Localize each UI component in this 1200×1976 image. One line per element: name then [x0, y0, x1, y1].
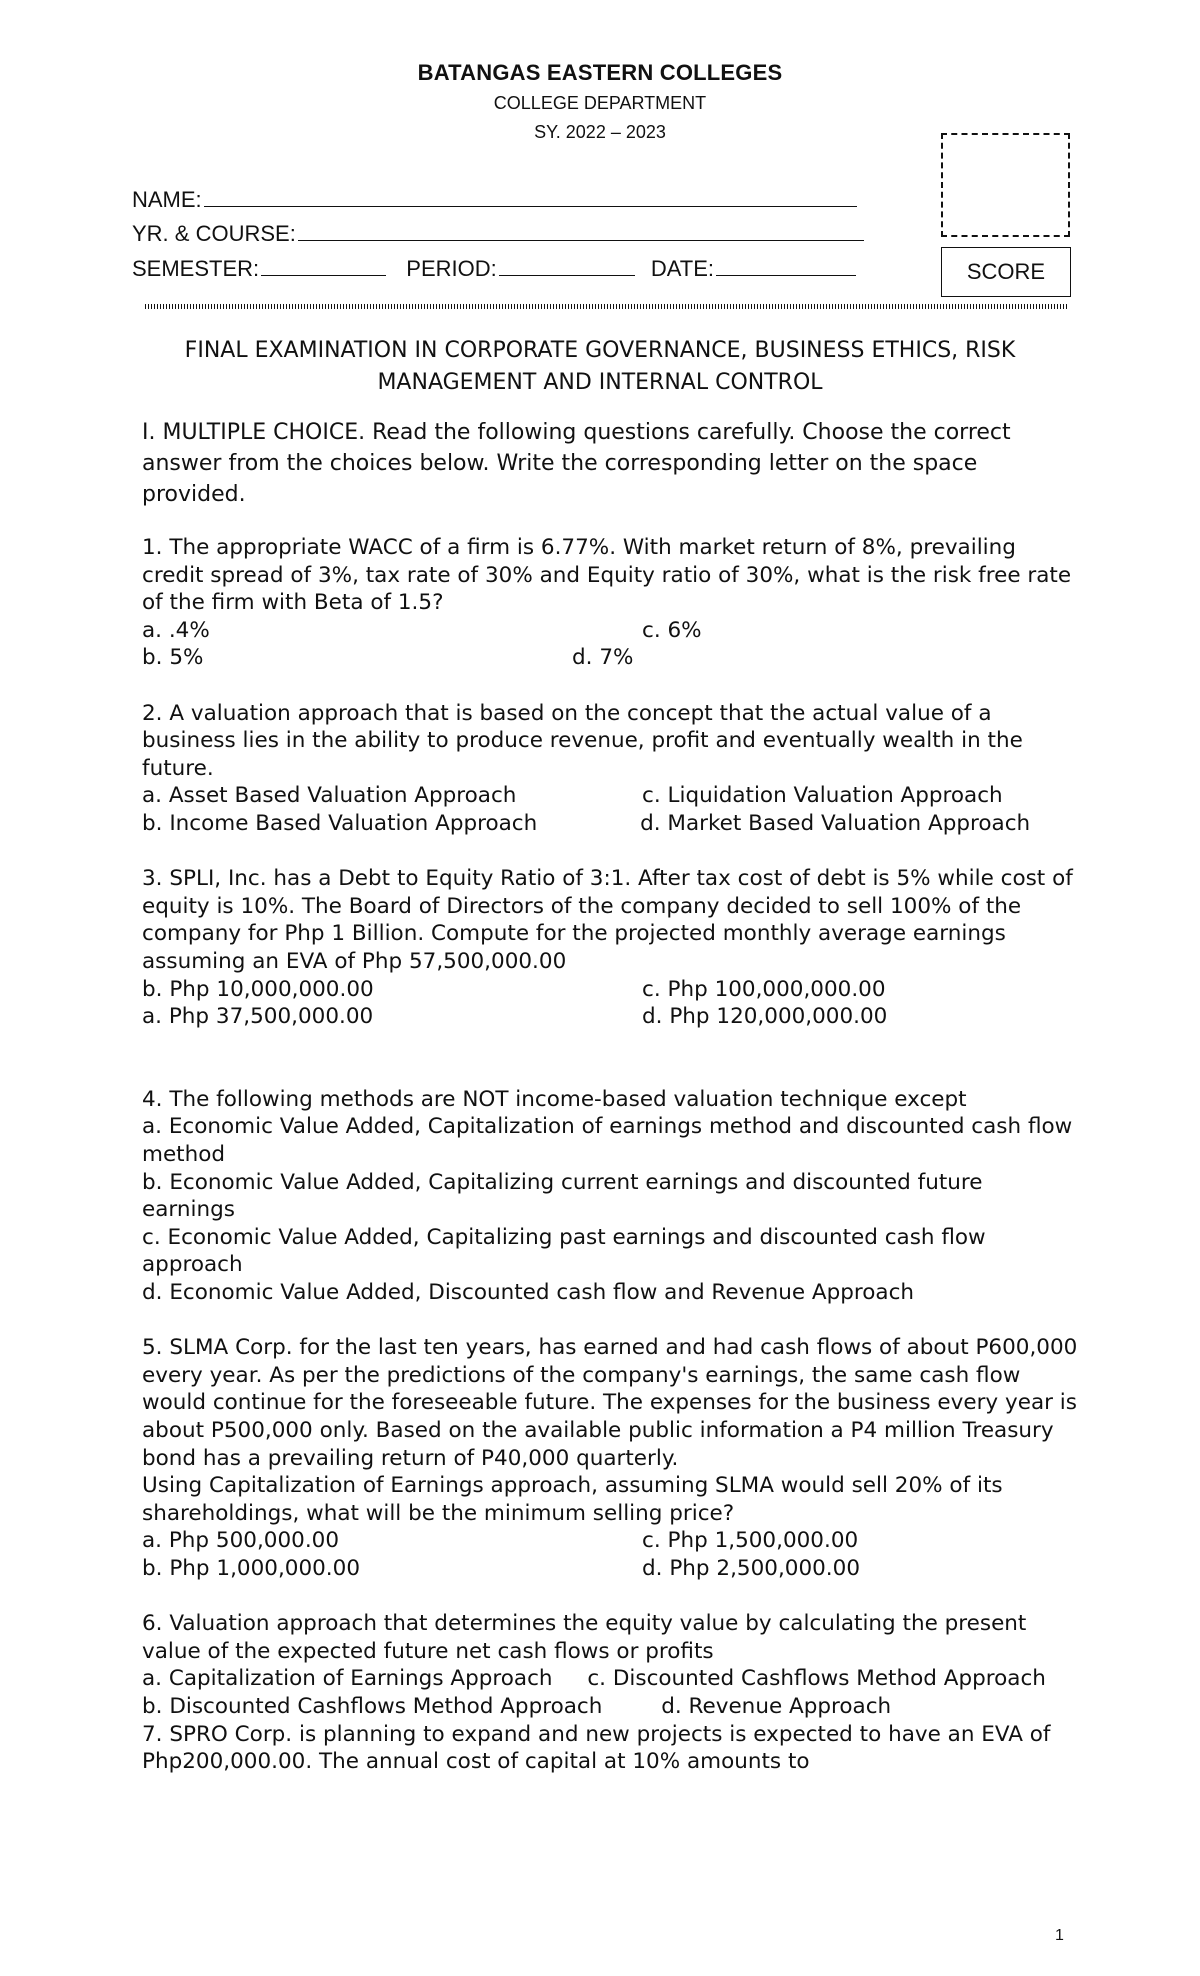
option-d: d. Economic Value Added, Discounted cash flow and Revenue Approach: [142, 1280, 915, 1306]
option-b: b. Discounted Cashflows Method Approach: [142, 1693, 603, 1719]
option-d: d. Php 120,000,000.00: [642, 1004, 888, 1030]
school-year: SY. 2022 – 2023: [534, 122, 666, 142]
date-label: DATE:: [650, 256, 715, 281]
option-d: d. Revenue Approach: [661, 1693, 892, 1719]
option-a: a. Capitalization of Earnings Approach: [142, 1666, 553, 1692]
period-label: PERIOD:: [406, 256, 497, 281]
page-number: 1: [1055, 1927, 1064, 1944]
option-d: d. 7%: [572, 645, 634, 671]
question-list: [142, 534, 1082, 1803]
option-a: a. Asset Based Valuation Approach: [142, 783, 517, 809]
option-c: c. Liquidation Valuation Approach: [642, 783, 1003, 809]
question-text: 5. SLMA Corp. for the last ten years, has earned and had cash flows of about P600,000 every year. As per the predictions of the company's earnings, the same cash flow would continue for the foreseeable future. The expenses for the business every year is about P500,000 only. Based on the available public information a P4 million Treasury bond has a prevailing return of P40,000 quarterly.: [142, 1335, 1078, 1471]
header-divider: [145, 304, 1069, 309]
option-a: a. .4%: [142, 617, 210, 643]
instructions: I. MULTIPLE CHOICE. Read the following questions carefully. Choose the correct answer from the choices below. Write the corresponding letter on the space provided.: [142, 420, 1011, 507]
option-b: b. Income Based Valuation Approach: [142, 810, 538, 836]
name-field-row: [132, 186, 857, 213]
option-a: a. Php 500,000.00: [142, 1528, 340, 1554]
question-text: 1. The appropriate WACC of a firm is 6.77%. With market return of 8%, prevailing credit spread of 3%, tax rate of 30% and Equity ratio of 30%, what is the risk free rate of the firm with Beta of 1.5?: [142, 535, 1072, 616]
semester-blank[interactable]: [261, 255, 386, 276]
question-2: [142, 700, 1082, 838]
option-a: a. Php 37,500,000.00: [142, 1004, 374, 1030]
question-3: [142, 865, 1082, 1058]
option-b: b. Php 1,000,000.00: [142, 1555, 361, 1581]
option-b: b. Php 10,000,000.00: [142, 976, 374, 1002]
question-text-continued: Using Capitalization of Earnings approach, assuming SLMA would sell 20% of its shareholdings, what will be the minimum selling price?: [142, 1473, 1003, 1526]
score-box[interactable]: [941, 133, 1070, 237]
question-6: [142, 1610, 1082, 1720]
question-text: 6. Valuation approach that determines the equity value by calculating the present value of the expected future net cash flows or profits: [142, 1611, 1027, 1664]
question-text: 7. SPRO Corp. is planning to expand and new projects is expected to have an EVA of Php200,000.00. The annual cost of capital at 10% amounts to: [142, 1721, 1051, 1775]
question-text: 4. The following methods are NOT income-based valuation technique except: [142, 1086, 967, 1112]
course-field-row: [132, 220, 864, 247]
option-d: d. Php 2,500,000.00: [642, 1555, 861, 1581]
option-c: c. 6%: [642, 617, 702, 643]
name-blank[interactable]: [204, 186, 857, 207]
question-7: [142, 1721, 1082, 1776]
option-c: c. Php 100,000,000.00: [642, 976, 886, 1002]
question-5: [142, 1334, 1082, 1582]
question-text: 3. SPLI, Inc. has a Debt to Equity Ratio of 3:1. After tax cost of debt is 5% while cost of equity is 10%. The Board of Directors of the company decided to sell 100% of the company for Php 1 Billion. Compute for the projected monthly average earnings assuming an EVA of Php 57,500,000.00: [142, 866, 1073, 974]
option-c: c. Discounted Cashflows Method Approach: [587, 1666, 1046, 1692]
option-b: b. Economic Value Added, Capitalizing current earnings and discounted future earnings: [142, 1169, 983, 1223]
option-d: d. Market Based Valuation Approach: [640, 810, 1031, 836]
semester-field-row: [132, 255, 856, 282]
option-a: a. Economic Value Added, Capitalization of earnings method and discounted cash flow method: [142, 1114, 1073, 1168]
exam-title: FINAL EXAMINATION IN CORPORATE GOVERNANCE, BUSINESS ETHICS, RISK MANAGEMENT AND INTERNAL CONTROL: [184, 338, 1016, 395]
school-name: BATANGAS EASTERN COLLEGES: [417, 60, 783, 85]
course-label: YR. & COURSE:: [132, 221, 296, 246]
score-label: SCORE: [941, 247, 1071, 297]
question-text: 2. A valuation approach that is based on the concept that the actual value of a business lies in the ability to produce revenue, profit and eventually wealth in the future.: [142, 700, 1023, 781]
period-blank[interactable]: [499, 255, 635, 276]
option-c: c. Economic Value Added, Capitalizing past earnings and discounted cash flow approach: [142, 1224, 986, 1278]
name-label: NAME:: [132, 187, 202, 212]
course-blank[interactable]: [298, 220, 864, 241]
semester-label: SEMESTER:: [132, 256, 260, 281]
option-b: b. 5%: [142, 645, 204, 671]
date-blank[interactable]: [716, 255, 856, 276]
department: COLLEGE DEPARTMENT: [493, 93, 707, 113]
question-4: [142, 1086, 1082, 1307]
question-1: [142, 534, 1082, 672]
option-c: c. Php 1,500,000.00: [642, 1528, 859, 1554]
